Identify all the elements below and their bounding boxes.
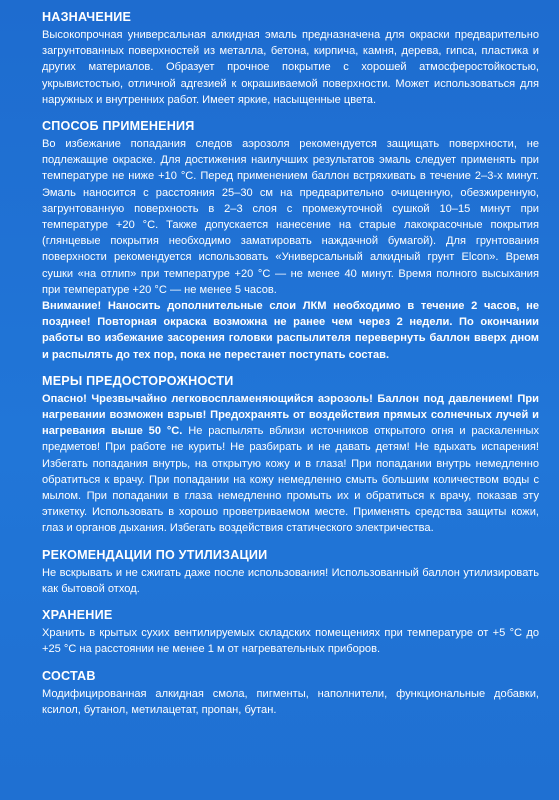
section-heading: РЕКОМЕНДАЦИИ ПО УТИЛИЗАЦИИ	[42, 547, 268, 562]
section-application	[42, 118, 539, 363]
section-disposal	[42, 547, 539, 597]
section-heading: ХРАНЕНИЕ	[42, 608, 113, 623]
section-text: Высокопрочная универсальная алкидная эмаль предназначена для окраски предварительно загрунтованных поверхностей из металла, бетона, кирпича, камня, дерева, гипса, пластика и других материалов. Образует прочное покрытие с хорошей атмосферостойкостью, укрывистостью, отличной адгезией к окрашиваемой поверхности. Может использоваться для наружных и внутренних работ. Имеет яркие, насыщенные цвета.	[42, 29, 539, 106]
section-text: Модифицированная алкидная смола, пигменты, наполнители, функциональные добавки, ксилол, бутанол, метилацетат, пропан, бутан.	[42, 687, 539, 716]
section-heading: СПОСОБ ПРИМЕНЕНИЯ	[42, 119, 195, 134]
section-purpose	[42, 9, 539, 108]
section-heading: НАЗНАЧЕНИЕ	[42, 10, 132, 24]
hazard-text: Опасно! Чрезвычайно легковоспламеняющийся аэрозоль! Баллон под давлением! При нагревании возможен взрыв! Предохранять от воздействия прямых солнечных лучей и нагревания выше 50 °С.	[42, 392, 539, 438]
section-heading: СОСТАВ	[42, 668, 96, 683]
section-text: Не вскрывать и не сжигать даже после использования! Использованный баллон утилизировать как бытовой отход.	[42, 566, 539, 595]
section-precautions	[42, 373, 539, 537]
section-text: Во избежание попадания следов аэрозоля рекомендуется защищать поверхности, не подлежащие окраске. Для достижения наилучших результатов эмаль следует применять при температуре не ниже +10 °С. Перед применением баллон встряхивать в течение 2–3-х минут. Эмаль наносится с расстояния 25–30 см на предварительно очищенную, обезжиренную, загрунтованную поверхность в 2–3 слоя с промежуточной сушкой 10–15 минут при температуре +20 °С. Также допускается нанесение на старые лакокрасочные покрытия (глянцевые покрытия необходимо заматировать наждачной бумагой). Для грунтования поверхности рекомендуется использовать «Универсальный алкидный грунт Elcon». Время сушки «на отлип» при температуре +20 °С — не менее 40 минут. Время полного высыхания при температуре +20 °С — не менее 5 часов.	[42, 138, 539, 296]
section-paragraph	[42, 391, 539, 537]
section-storage	[42, 607, 539, 657]
section-text: Хранить в крытых сухих вентилируемых складских помещениях при температуре от +5 °С до +25 °С на расстоянии не менее 1 м от нагревательных приборов.	[42, 627, 539, 656]
section-heading: МЕРЫ ПРЕДОСТОРОЖНОСТИ	[42, 373, 234, 388]
section-composition	[42, 668, 539, 718]
warning-text: Внимание! Наносить дополнительные слои ЛКМ необходимо в течение 2 часов, не позднее! Повторная окраска возможна не ранее чем через 2 недели. По окончании работы во избежание засорения головки распылителя перевернуть баллон вверх дном и распылять до тех пор, пока не перестанет поступать состав.	[42, 300, 539, 361]
section-text: Не распылять вблизи источников открытого огня и раскаленных предметов! При работе не курить! Не разбирать и не давать детям! Не вдыхать испарения! Избегать попадания внутрь, на открытую кожу и в глаза! При попадании внутрь немедленно обратиться к врачу. При попадании на кожу немедленно смыть большим количеством воды с мылом. При попадании в глаза немедленно промыть их и обратиться к врачу, показав эту этикетку. Использовать в хорошо проветриваемом месте. Применять средства защиты кожи, глаз и органов дыхания. Избегать воздействия статического электричества.	[42, 425, 539, 535]
